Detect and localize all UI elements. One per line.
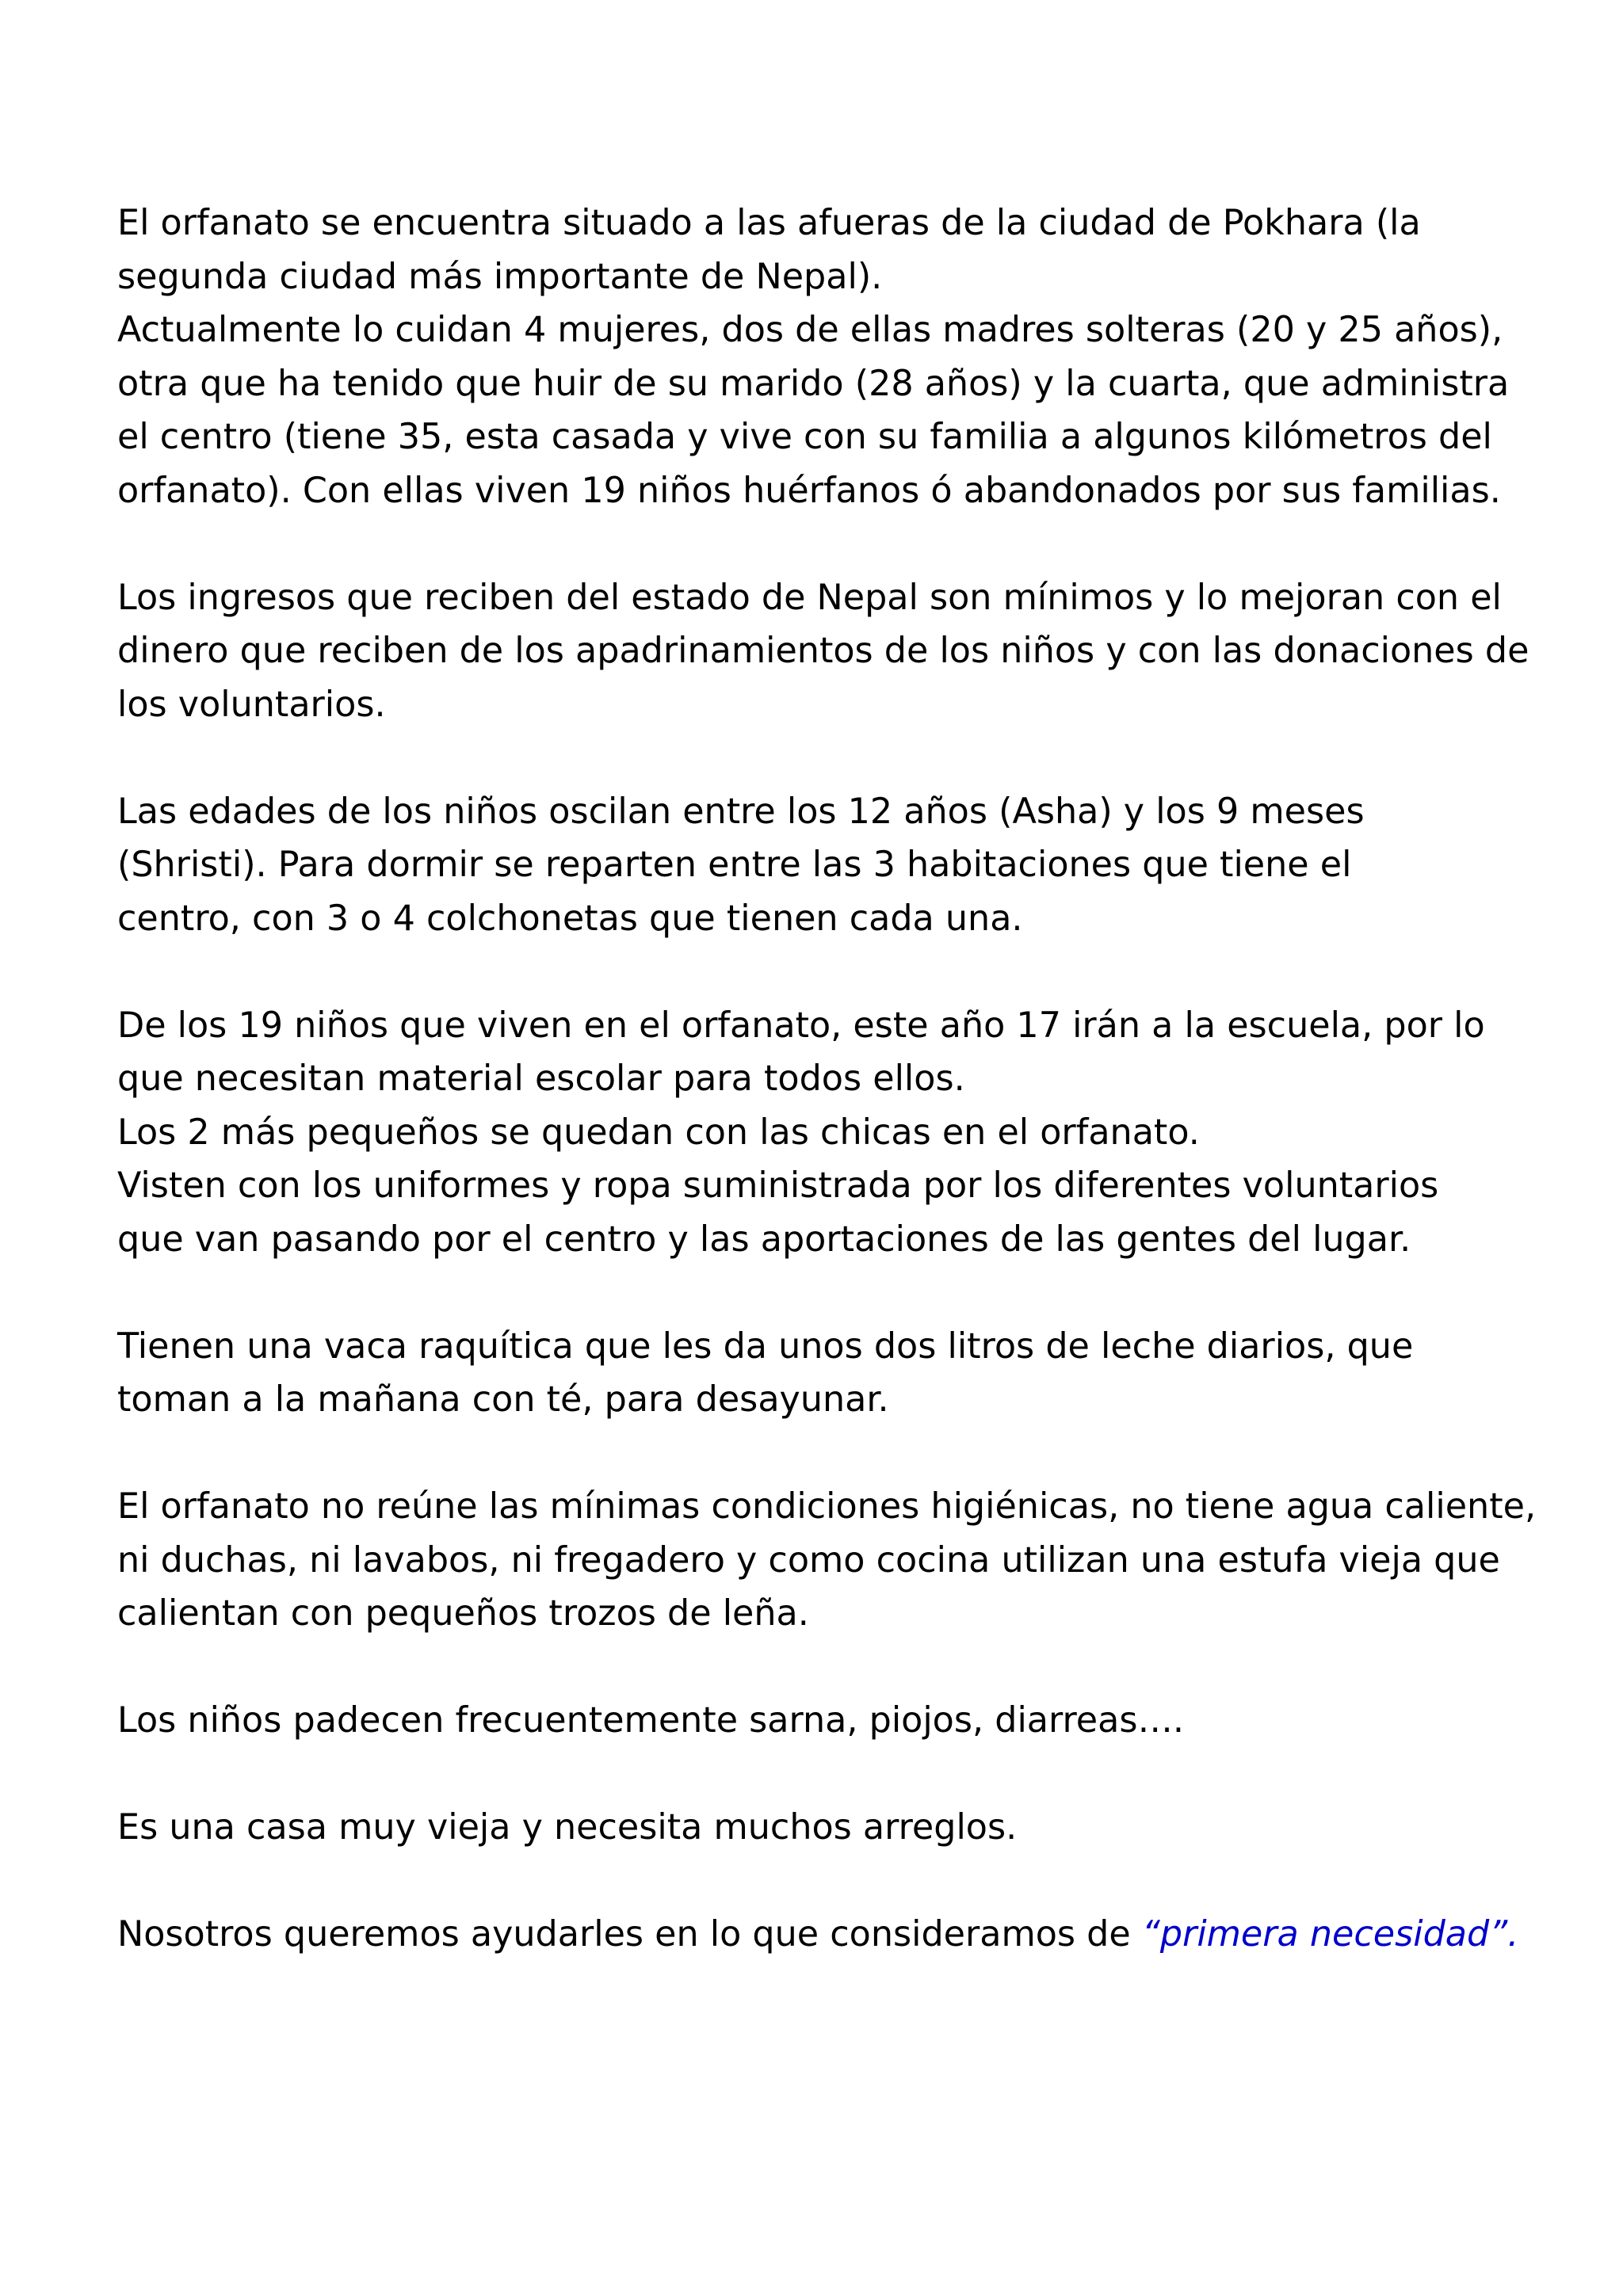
text-line: toman a la mañana con té, para desayunar. — [117, 1379, 889, 1420]
paragraph-closing — [117, 1908, 1536, 1962]
text-line: Los ingresos que reciben del estado de Nepal son mínimos y lo mejoran con el — [117, 577, 1502, 618]
closing-line — [117, 1908, 1536, 1962]
paragraph-health — [117, 1694, 1536, 1748]
text-line: orfanato). Con ellas viven 19 niños huérfanos ó abandonados por sus familias. — [117, 470, 1501, 511]
text-line: Los 2 más pequeños se quedan con las chicas en el orfanato. — [117, 1112, 1200, 1153]
text-line: De los 19 niños que viven en el orfanato, este año 17 irán a la escuela, por lo — [117, 1005, 1485, 1046]
text-line: Tienen una vaca raquítica que les da unos dos litros de leche diarios, que — [117, 1325, 1414, 1367]
text-line: ni duchas, ni lavabos, ni fregadero y como cocina utilizan una estufa vieja que — [117, 1539, 1500, 1581]
paragraph-income — [117, 571, 1536, 732]
text-line: otra que ha tenido que huir de su marido (28 años) y la cuarta, que administra — [117, 363, 1510, 404]
text-line: que van pasando por el centro y las aportaciones de las gentes del lugar. — [117, 1219, 1411, 1260]
paragraph-location — [117, 196, 1536, 517]
paragraph-cow — [117, 1320, 1536, 1427]
text-line: dinero que reciben de los apadrinamientos de los niños y con las donaciones de — [117, 631, 1529, 671]
text-line: Actualmente lo cuidan 4 mujeres, dos de ellas madres solteras (20 y 25 años), — [117, 310, 1503, 350]
text-line: Es una casa muy vieja y necesita muchos arreglos. — [117, 1807, 1018, 1848]
text-line: los voluntarios. — [117, 684, 386, 725]
closing-text: Nosotros queremos ayudarles en lo que consideramos de — [117, 1914, 1142, 1955]
paragraph-hygiene — [117, 1480, 1536, 1641]
text-line: Visten con los uniformes y ropa suministrada por los diferentes voluntarios — [117, 1165, 1439, 1206]
text-line: Las edades de los niños oscilan entre los 12 años (Asha) y los 9 meses — [117, 791, 1365, 832]
text-line: el centro (tiene 35, esta casada y vive con su familia a algunos kilómetros del — [117, 417, 1492, 457]
text-line: centro, con 3 o 4 colchonetas que tienen cada una. — [117, 898, 1023, 939]
text-line: segunda ciudad más importante de Nepal). — [117, 256, 883, 297]
closing-highlight: “primera necesidad”. — [1141, 1914, 1519, 1955]
text-line: que necesitan material escolar para todos ellos. — [117, 1058, 965, 1099]
paragraph-house — [117, 1801, 1536, 1855]
paragraph-ages — [117, 785, 1536, 946]
text-line: Los niños padecen frecuentemente sarna, piojos, diarreas…. — [117, 1700, 1185, 1741]
text-line: (Shristi). Para dormir se reparten entre las 3 habitaciones que tiene el — [117, 845, 1352, 885]
text-line: El orfanato se encuentra situado a las afueras de la ciudad de Pokhara (la — [117, 203, 1421, 243]
text-line: El orfanato no reúne las mínimas condiciones higiénicas, no tiene agua caliente, — [117, 1486, 1537, 1527]
paragraph-school — [117, 999, 1536, 1267]
document-body — [117, 196, 1536, 2015]
text-line: calientan con pequeños trozos de leña. — [117, 1593, 809, 1634]
